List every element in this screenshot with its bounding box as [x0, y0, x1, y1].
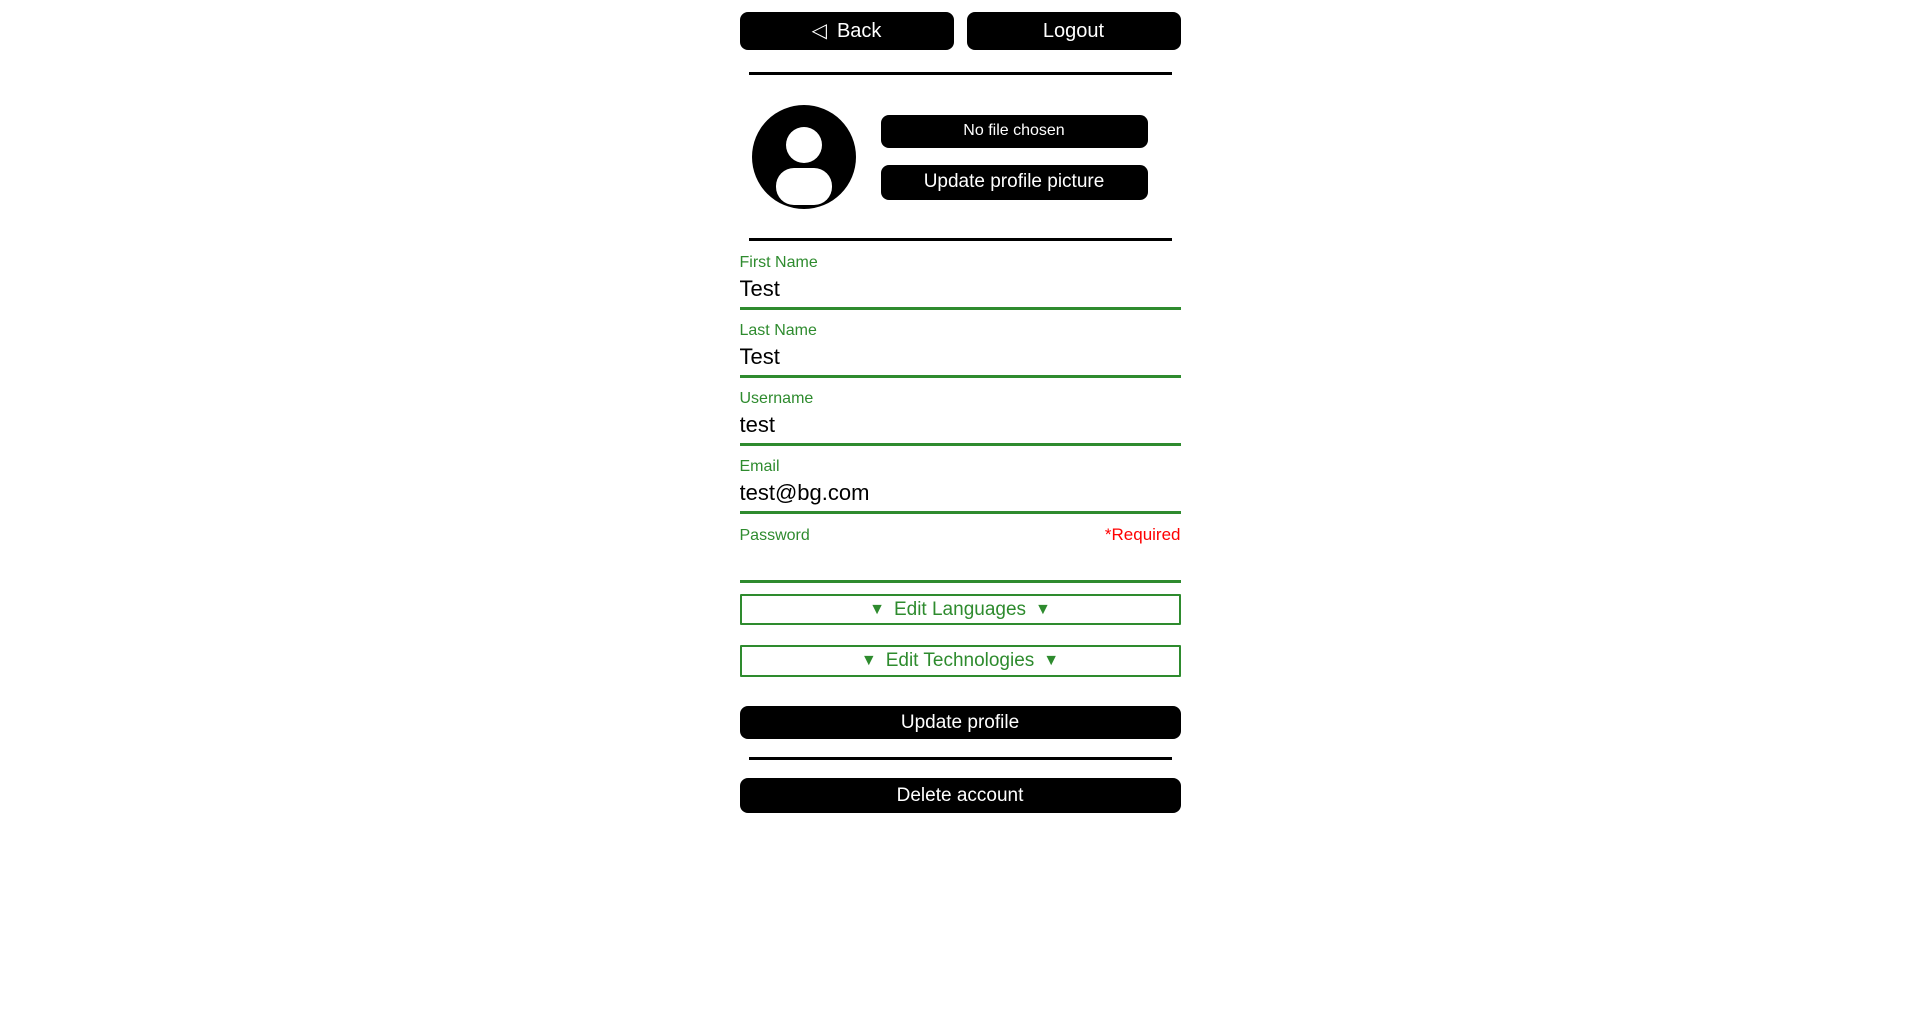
password-field [740, 525, 1181, 583]
back-arrow-icon: ◁ [811, 20, 827, 42]
logout-button-label: Logout [1042, 19, 1105, 42]
password-input[interactable] [740, 545, 1181, 580]
email-label: Email [739, 458, 780, 475]
email-input[interactable] [740, 476, 1181, 511]
back-button-label: Back [836, 19, 882, 42]
profile-picture-section [740, 105, 1181, 209]
delete-account-label: Delete account [896, 784, 1024, 806]
logout-button[interactable] [967, 12, 1181, 50]
username-field [740, 389, 1181, 446]
picture-buttons [881, 115, 1148, 200]
chevron-down-icon: ▼ [860, 652, 877, 669]
last-name-field [740, 321, 1181, 378]
avatar-person-icon [752, 105, 856, 209]
back-button[interactable] [740, 12, 954, 50]
divider-top [749, 72, 1172, 75]
first-name-label: First Name [739, 254, 818, 271]
update-profile-picture-button[interactable] [881, 165, 1148, 200]
password-label: Password [739, 527, 810, 544]
username-input[interactable] [740, 408, 1181, 443]
password-required-note: *Required [1104, 525, 1181, 544]
email-field [740, 457, 1181, 514]
last-name-label: Last Name [739, 322, 817, 339]
file-input-button[interactable] [881, 115, 1148, 148]
divider-danger [749, 757, 1172, 760]
update-profile-button[interactable] [740, 706, 1181, 739]
first-name-field [740, 253, 1181, 310]
profile-form [740, 253, 1181, 739]
file-input-label: No file chosen [963, 122, 1065, 139]
username-label: Username [739, 390, 814, 407]
chevron-down-icon: ▼ [1035, 600, 1051, 618]
edit-languages-button[interactable] [740, 594, 1181, 625]
chevron-down-icon: ▼ [1043, 652, 1060, 669]
divider-avatar [749, 238, 1172, 241]
delete-account-button[interactable] [740, 778, 1181, 813]
chevron-down-icon: ▼ [869, 600, 885, 618]
edit-languages-label: Edit Languages [893, 598, 1027, 620]
update-profile-label: Update profile [900, 711, 1020, 733]
first-name-input[interactable] [740, 272, 1181, 307]
top-button-row [740, 12, 1181, 50]
last-name-input[interactable] [740, 340, 1181, 375]
update-profile-picture-label: Update profile picture [923, 171, 1105, 192]
edit-technologies-label: Edit Technologies [885, 650, 1035, 671]
profile-page [740, 0, 1181, 813]
edit-technologies-button[interactable] [740, 645, 1181, 677]
